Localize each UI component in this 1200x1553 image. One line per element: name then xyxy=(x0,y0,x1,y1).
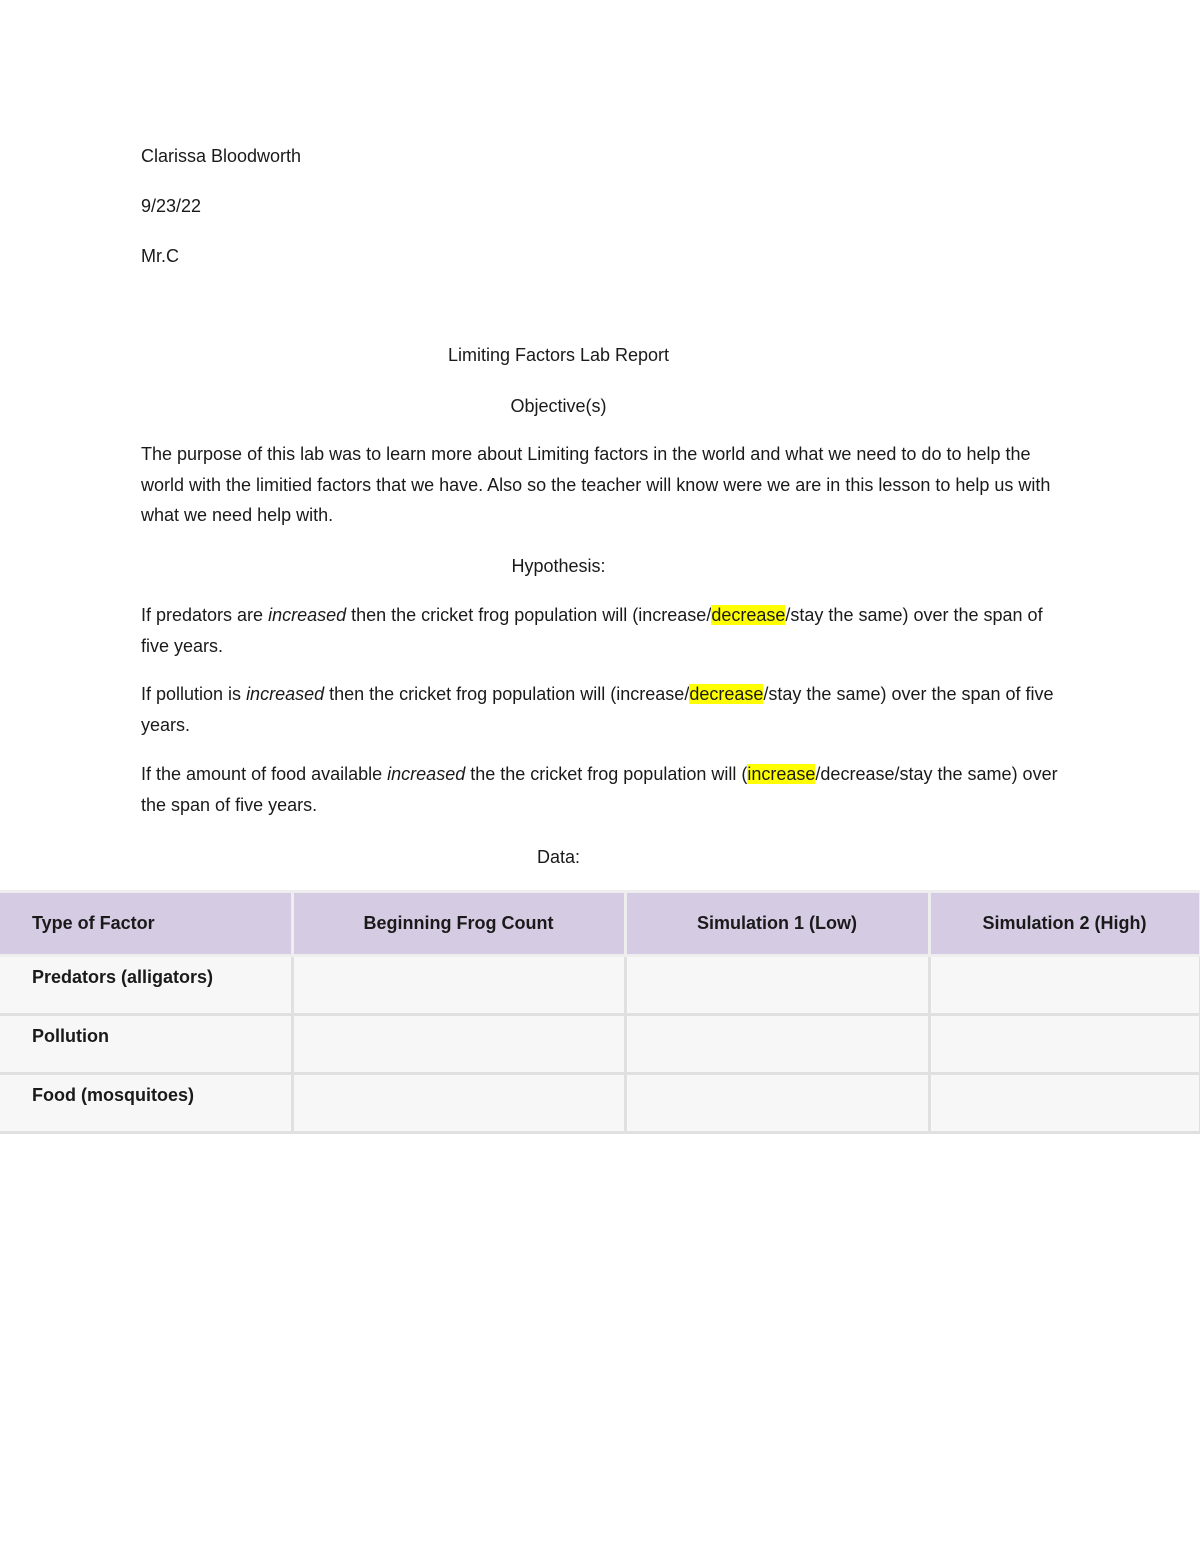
column-header: Beginning Frog Count xyxy=(292,892,625,956)
author-name: Clarissa Bloodworth xyxy=(141,146,302,166)
table-cell[interactable] xyxy=(292,1074,625,1133)
selected-option: increase xyxy=(747,764,816,784)
data-heading: Data: xyxy=(536,847,581,867)
table-cell[interactable] xyxy=(625,1015,929,1074)
page-title: Limiting Factors Lab Report xyxy=(447,345,670,365)
selected-option: decrease xyxy=(711,605,786,625)
table-cell[interactable] xyxy=(929,956,1200,1015)
table-cell[interactable] xyxy=(929,1015,1200,1074)
table-cell[interactable] xyxy=(625,956,929,1015)
report-date: 9/23/22 xyxy=(141,196,202,216)
table-row xyxy=(0,1074,1200,1133)
objective-heading: Objective(s) xyxy=(510,396,607,416)
row-label: Pollution xyxy=(0,1015,292,1074)
objective-text: The purpose of this lab was to learn more about Limiting factors in the world and what we need to do to help the world with the limitied factors that we have. Also so the teacher will know were we are in this lesson to help us with what we need help with. xyxy=(141,444,1051,525)
table-cell[interactable] xyxy=(625,1074,929,1133)
table-row xyxy=(0,1015,1200,1074)
hypothesis-statement-pollution: If pollution is increased then the cricket frog population will (increase/decrease/stay the same) over the span of five years. xyxy=(141,684,1054,735)
column-header: Simulation 2 (High) xyxy=(929,892,1200,956)
row-label: Food (mosquitoes) xyxy=(0,1074,292,1133)
teacher-name: Mr.C xyxy=(141,246,179,266)
table-row xyxy=(0,956,1200,1015)
table-cell[interactable] xyxy=(292,1015,625,1074)
row-label: Predators (alligators) xyxy=(0,956,292,1015)
data-table xyxy=(0,890,1200,1134)
table-cell[interactable] xyxy=(929,1074,1200,1133)
column-header: Simulation 1 (Low) xyxy=(625,892,929,956)
table-cell[interactable] xyxy=(292,956,625,1015)
table-header-row xyxy=(0,892,1200,956)
hypothesis-statement-predators: If predators are increased then the cricket frog population will (increase/decrease/stay the same) over the span of five years. xyxy=(141,605,1043,656)
selected-option: decrease xyxy=(689,684,764,704)
hypothesis-heading: Hypothesis: xyxy=(511,556,606,576)
hypothesis-statement-food: If the amount of food available increased the the cricket frog population will (increase/decrease/stay the same) over the span of five years. xyxy=(141,764,1058,815)
column-header: Type of Factor xyxy=(0,892,292,956)
